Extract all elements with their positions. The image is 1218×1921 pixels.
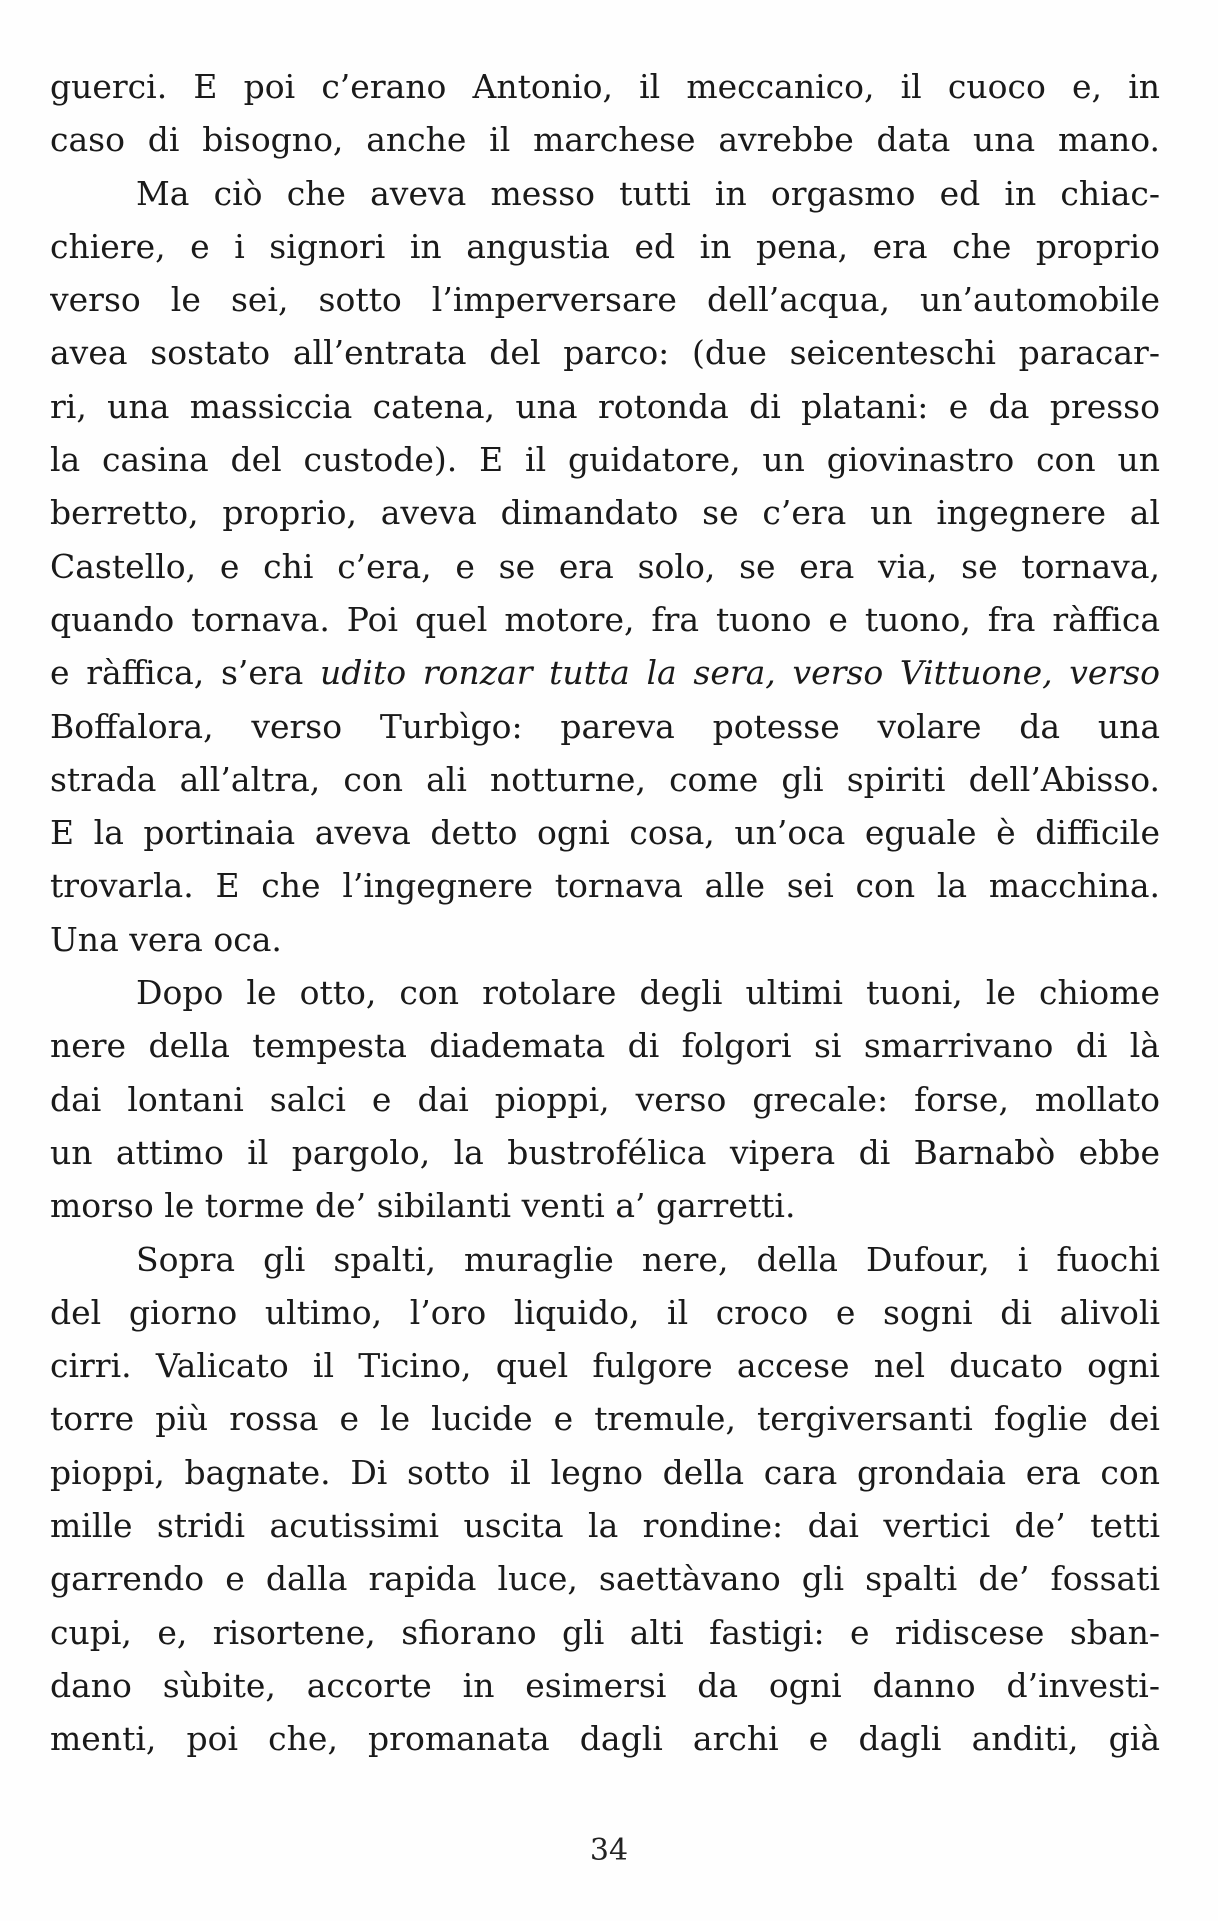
body-text [50,60,1160,1766]
text-line: ri, una massiccia catena, una rotonda di platani: e da presso [50,386,1160,426]
text-line: verso le sei, sotto l’imperversare dell’acqua, un’automobile [50,280,1160,320]
text-segment: e ràffica, s’era [50,653,321,693]
text-line: Castello, e chi c’era, e se era solo, se era via, se tornava, [50,546,1160,586]
text-line: strada all’altra, con ali notturne, come gli spiriti dell’Abisso. [50,759,1160,799]
text-line-with-italic [50,646,1160,699]
text-line: dano sùbite, accorte in esimersi da ogni danno d’investi- [50,1665,1160,1705]
text-line: chiere, e i signori in angustia ed in pena, era che proprio [50,226,1160,266]
text-line: del giorno ultimo, l’oro liquido, il croco e sogni di alivoli [50,1292,1160,1332]
text-line: avea sostato all’entrata del parco: (due seicenteschi paracar- [50,333,1160,373]
text-line: Boffalora, verso Turbìgo: pareva potesse volare da una [50,706,1160,746]
text-line: pioppi, bagnate. Di sotto il legno della cara grondaia era con [50,1452,1160,1492]
text-line: garrendo e dalla rapida luce, saettàvano gli spalti de’ fossati [50,1559,1160,1599]
text-line: torre più rossa e le lucide e tremule, tergiversanti foglie dei [50,1399,1160,1439]
paragraph-start-line: Ma ciò che aveva messo tutti in orgasmo ed in chiac- [136,173,1160,213]
text-line: cupi, e, risortene, sfiorano gli alti fastigi: e ridiscese sban- [50,1612,1160,1652]
text-line: dai lontani salci e dai pioppi, verso grecale: forse, mollato [50,1079,1160,1119]
text-line: guerci. E poi c’erano Antonio, il meccanico, il cuoco e, in [50,67,1160,106]
text-line: nere della tempesta diademata di folgori si smarrivano di là [50,1026,1160,1066]
text-line: mille stridi acutissimi uscita la rondine: dai vertici de’ tetti [50,1506,1160,1546]
paragraph-start-line: Sopra gli spalti, muraglie nere, della Dufour, i fuochi [136,1239,1160,1279]
text-line: quando tornava. Poi quel motore, fra tuono e tuono, fra ràffica [50,599,1160,639]
text-line: la casina del custode). E il guidatore, un giovinastro con un [50,440,1160,480]
text-line: menti, poi che, promanata dagli archi e dagli anditi, già [50,1719,1160,1759]
italic-phrase: udito ronzar tutta la sera, verso Vittuone, verso [320,653,1160,693]
page-number: 34 [589,1833,629,1868]
paragraph-end-line: morso le torme de’ sibilanti venti a’ garretti. [50,1186,796,1226]
paragraph-end-line: Una vera oca. [50,919,282,959]
paragraph-start-line: Dopo le otto, con rotolare degli ultimi tuoni, le chiome [136,973,1160,1013]
text-line: E la portinaia aveva detto ogni cosa, un’oca eguale è difficile [50,813,1160,853]
text-line: cirri. Valicato il Ticino, quel fulgore accese nel ducato ogni [50,1346,1160,1386]
text-line: un attimo il pargolo, la bustrofélica vipera di Barnabò ebbe [50,1132,1160,1172]
text-line: berretto, proprio, aveva dimandato se c’era un ingegnere al [50,493,1160,533]
text-line: caso di bisogno, anche il marchese avrebbe data una mano. [50,120,1160,160]
text-line: trovarla. E che l’ingegnere tornava alle sei con la macchina. [50,866,1160,906]
